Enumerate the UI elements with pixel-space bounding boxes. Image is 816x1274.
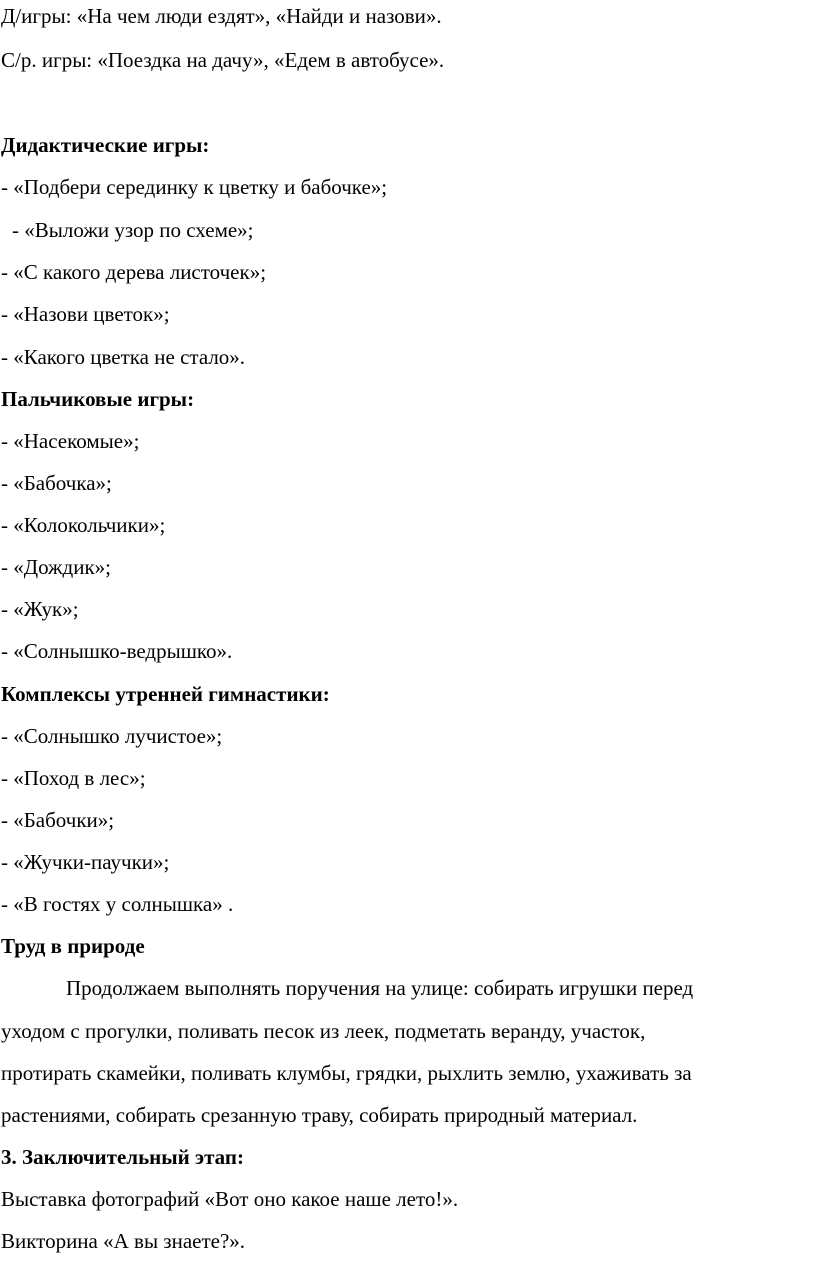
- final-stage-heading: 3. Заключительный этап:: [1, 1145, 244, 1169]
- list-item: - «Жучки-паучки»;: [1, 850, 170, 874]
- list-item: - «Жук»;: [1, 597, 79, 621]
- final-stage-item: Викторина «А вы знаете?».: [1, 1229, 246, 1253]
- list-item: - «Поход в лес»;: [1, 766, 146, 790]
- final-stage-item: Выставка фотографий «Вот оно какое наше лето!».: [1, 1187, 459, 1211]
- list-item: - «Назови цветок»;: [1, 302, 170, 326]
- list-item: - «С какого дерева листочек»;: [1, 260, 267, 284]
- list-item: - «Какого цветка не стало».: [1, 345, 246, 369]
- morning-exercises-heading: Комплексы утренней гимнастики:: [1, 682, 330, 706]
- didactic-games-heading: Дидактические игры:: [1, 133, 210, 157]
- list-item: - «Насекомые»;: [1, 429, 140, 453]
- list-item: - «Дождик»;: [1, 555, 112, 579]
- list-item: - «Солнышко-ведрышко».: [1, 639, 233, 663]
- nature-work-heading: Труд в природе: [1, 934, 145, 958]
- list-item: - «В гостях у солнышка» .: [1, 892, 234, 916]
- list-item: - «Выложи узор по схеме»;: [12, 218, 254, 242]
- nature-work-paragraph-line: уходом с прогулки, поливать песок из леек, подметать веранду, участок,: [1, 1019, 646, 1043]
- didactic-games-intro-line: Д/игры: «На чем люди ездят», «Найди и назови».: [1, 4, 442, 28]
- nature-work-paragraph-line: растениями, собирать срезанную траву, собирать природный материал.: [1, 1103, 638, 1127]
- finger-games-heading: Пальчиковые игры:: [1, 387, 195, 411]
- role-play-games-intro-line: С/р. игры: «Поездка на дачу», «Едем в автобусе».: [1, 48, 445, 72]
- nature-work-paragraph-line: Продолжаем выполнять поручения на улице: собирать игрушки перед: [66, 976, 694, 1000]
- nature-work-paragraph-line: протирать скамейки, поливать клумбы, грядки, рыхлить землю, ухаживать за: [1, 1061, 692, 1085]
- list-item: - «Колокольчики»;: [1, 513, 166, 537]
- list-item: - «Подбери серединку к цветку и бабочке»;: [1, 175, 388, 199]
- list-item: - «Бабочки»;: [1, 808, 115, 832]
- list-item: - «Бабочка»;: [1, 471, 112, 495]
- list-item: - «Солнышко лучистое»;: [1, 724, 223, 748]
